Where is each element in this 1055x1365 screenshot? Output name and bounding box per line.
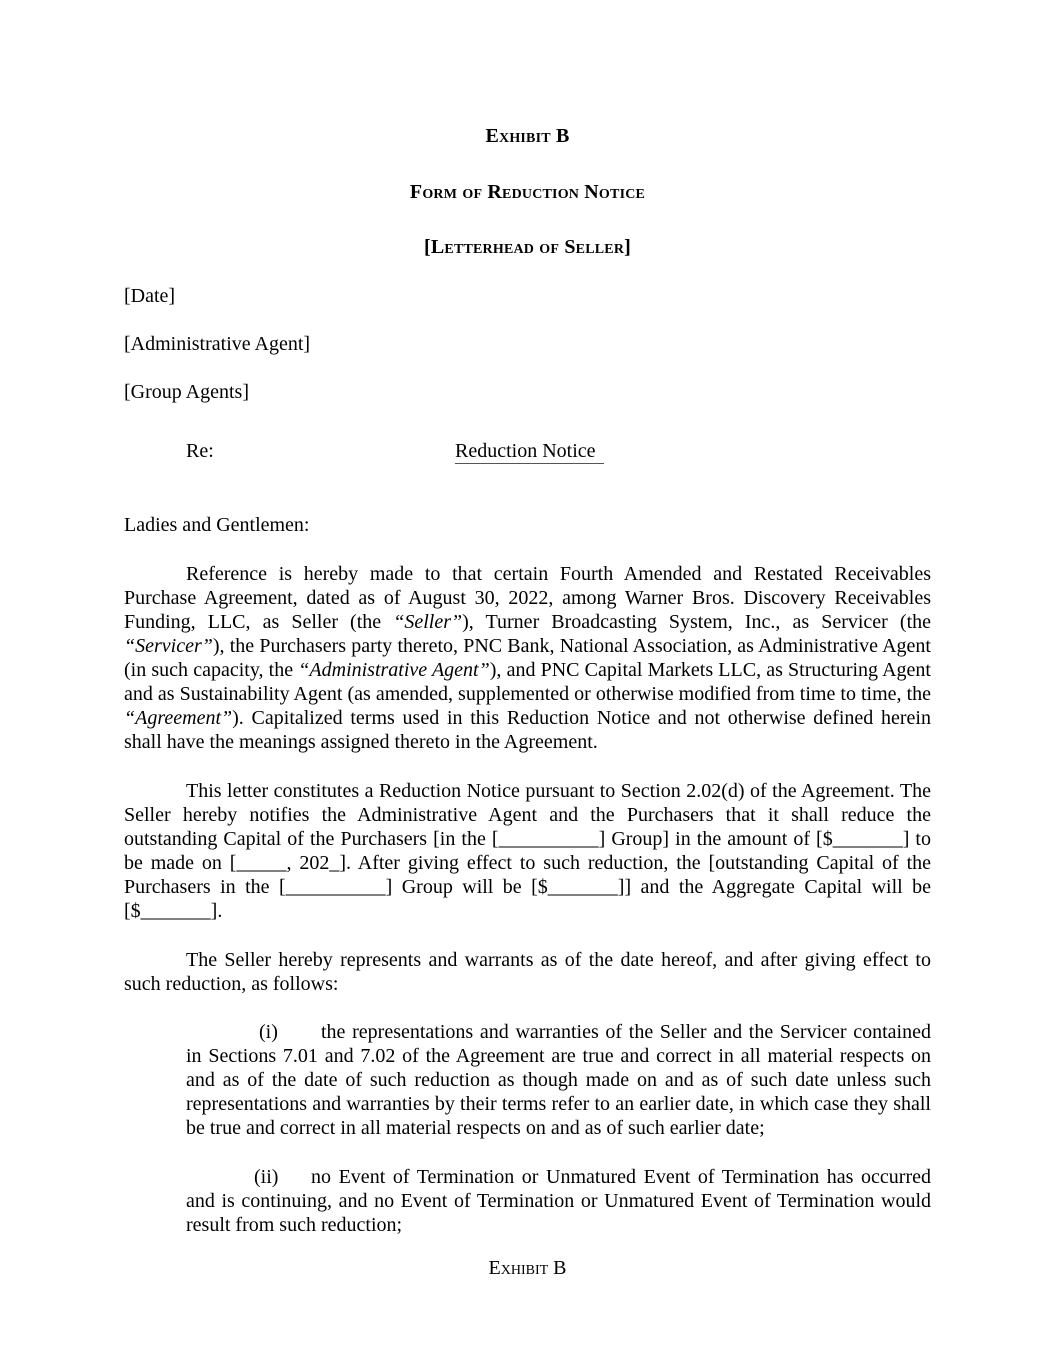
group-agents-placeholder: [Group Agents]: [124, 381, 249, 403]
servicer-defined-term: “Servicer”: [124, 635, 213, 657]
item-text: the representations and warranties of the Seller and the Servicer contained in Sections 7.01 and 7.02 of the Agreement are true and correct in all material respects on and as of the date of such reduction as though made on and as of such date unless such representations and warranties by their terms refer to an earlier date, in which case they shall be true and correct in all material respects on and as of such earlier date;: [186, 1021, 931, 1139]
reference-text-1: Reference is hereby made to that certain Fourth Amended and Restated Receivables Purchase Agreement, dated as of August 30, 2022, among Warner Bros. Discovery Receivables Funding, LLC, as Seller (the: [124, 563, 931, 633]
agreement-defined-term: “Agreement”: [124, 707, 233, 729]
letterhead-placeholder: [Letterhead of Seller]: [424, 236, 631, 258]
form-title: Form of Reduction Notice: [409, 181, 646, 203]
administrative-agent-defined-term: “Administrative Agent”: [298, 659, 490, 681]
item-number: (i): [259, 1021, 278, 1043]
reference-text-5: ). Capitalized terms used in this Reduction Notice and not otherwise defined herein shall have the meanings assigned thereto in the Agreement.: [124, 707, 931, 753]
date-placeholder: [Date]: [124, 285, 176, 307]
reference-text-2: ), Turner Broadcasting System, Inc., as Servicer (the: [462, 611, 932, 633]
representations-intro-paragraph: The Seller hereby represents and warrants as of the date hereof, and after giving effect to such reduction, as follows:: [124, 949, 931, 995]
re-label: Re:: [186, 440, 214, 462]
item-text: no Event of Termination or Unmatured Event of Termination has occurred and is continuing, and no Event of Termination or Unmatured Event of Termination would result from such reduction;: [186, 1166, 931, 1236]
reference-text-4: ), and PNC Capital Markets LLC, as Structuring Agent and as Sustainability Agent (as amended, supplemented or otherwise modified from time to time, the: [124, 659, 931, 705]
reference-paragraph: [124, 562, 931, 754]
re-subject: Reduction Notice: [455, 439, 604, 464]
reduction-notice-paragraph: This letter constitutes a Reduction Notice pursuant to Section 2.02(d) of the Agreement. The Seller hereby notifies the Administrative Agent and the Purchasers that it shall reduce the outstanding Capital of the Purchasers [in the [__________] Group] in the amount of [$_______] to be made on [_____, 202_]. After giving effect to such reduction, the [outstanding Capital of the Purchasers in the [__________] Group will be [$_______]] and the Aggregate Capital will be [$_______].: [124, 780, 931, 922]
list-item: [186, 1165, 931, 1237]
salutation: Ladies and Gentlemen:: [124, 514, 310, 536]
exhibit-heading: Exhibit B: [485, 125, 570, 147]
reference-text-3: ), the Purchasers party thereto, PNC Bank, National Association, as Administrative Agent (in such capacity, the: [124, 635, 931, 681]
list-item: [186, 1020, 931, 1140]
item-number: (ii): [254, 1166, 279, 1188]
page-footer: Exhibit B: [488, 1257, 567, 1279]
administrative-agent-placeholder: [Administrative Agent]: [124, 333, 311, 355]
seller-defined-term: “Seller”: [393, 611, 463, 633]
